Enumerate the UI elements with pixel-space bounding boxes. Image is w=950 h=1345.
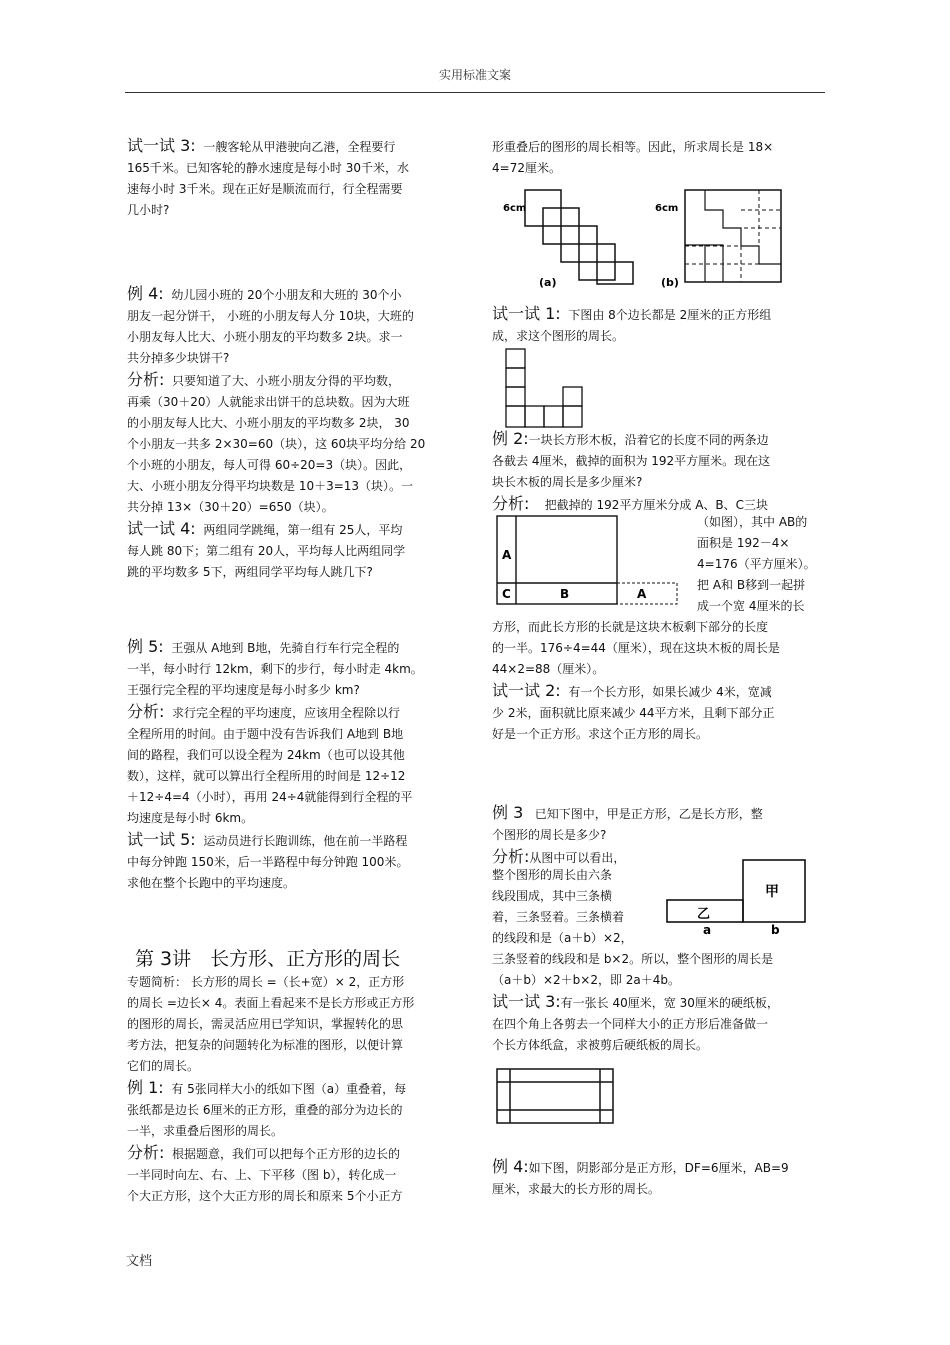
ana5-line: 求行完全程的平均速度，应该用全程除以行 <box>172 706 401 720</box>
ana1-continued <box>492 137 832 179</box>
lecture-line: 的图形的周长，需灵活应用已学知识，掌握转化的思 <box>127 1017 404 1031</box>
try3-left-label: 试一试 3: <box>127 136 196 155</box>
ex4-right-line: 如下图，阴影部分是正方形，DF=6厘米，AB=9 <box>528 1161 789 1175</box>
board-label-a: A <box>502 548 512 562</box>
label-b: b <box>771 923 780 937</box>
try2-right-line: 有一个长方形，如果长减少 4米，宽减 <box>568 685 772 699</box>
ex2-line: 一块长方形木板，沿着它的长度不同的两条边 <box>528 433 769 447</box>
ana2-side <box>697 512 832 617</box>
ex4-left-line: 朋友一起分饼干， 小班的小朋友每人分 10块，大班的 <box>127 309 414 323</box>
ana1-line: 根据题意，我们可以把每个正方形的边长的 <box>172 1147 401 1161</box>
ex3-line: 个图形的周长是多少? <box>492 828 607 842</box>
try1-right-line: 下图由 8个边长都是 2厘米的正方形组 <box>568 308 772 322</box>
ex5 <box>127 636 462 894</box>
ana4-line: 再乘（30＋20）人就能求出饼干的总块数。因为大班 <box>127 395 410 409</box>
board-label-a2: A <box>637 587 647 601</box>
ex5-line: 王强行完全程的平均速度是每小时多少 km? <box>127 683 360 697</box>
ana2-line: 方形，而此长方形的长就是这块木板剩下部分的长度 <box>492 620 769 634</box>
lecture-line: 的周长 =边长× 4。表面上看起来不是长方形或正方形 <box>127 996 415 1010</box>
ana2-side-line: 4=176（平方厘米）。 <box>697 557 816 571</box>
ana4-line: 的小朋友每人比大、小班小朋友的平均数多 2块， 30 <box>127 416 410 430</box>
lecture-line: 它们的周长。 <box>127 1059 200 1073</box>
try3-left <box>127 135 462 221</box>
ana2-side-line: （如图），其中 AB的 <box>697 515 808 529</box>
ana5-line: 数），这样，就可以算出行全程所用的时间是 12÷12 <box>127 769 406 783</box>
try1-right-line: 成，求这个图形的周长。 <box>492 329 625 343</box>
figure-a-dim: 6cm <box>503 203 527 214</box>
ex5-line: 一半，每小时行 12km，剩下的步行，每小时走 4km。 <box>127 662 423 676</box>
ana2-rest <box>492 617 832 745</box>
try4-line: 两组同学跳绳，第一组有 25人，平均 <box>203 523 403 537</box>
try4-line: 每人跳 80下；第二组有 20人，平均每人比两组同学 <box>127 544 406 558</box>
ana2-line: 的一半。176÷4=44（厘米），现在这块木板的周长是 <box>492 641 780 655</box>
try3-right-line: 个长方体纸盒，求被剪后硬纸板的周长。 <box>492 1038 709 1052</box>
ex2-line: 块长木板的周长是多少厘米? <box>492 475 643 489</box>
ex1-label: 例 1: <box>127 1078 164 1097</box>
ex3-label: 例 3 <box>492 803 524 822</box>
ana3-side-line: 着，三条竖着。三条横着 <box>492 910 625 924</box>
ex2-right <box>492 428 832 516</box>
board-label-c: C <box>502 587 511 601</box>
ana3-label: 分析: <box>492 847 530 866</box>
try1-right <box>492 303 832 347</box>
try3-right-line: 在四个角上各剪去一个同样大小的正方形后准备做一 <box>492 1017 769 1031</box>
try5-line: 中每分钟跑 150米，后一半路程中每分钟跑 100米。 <box>127 855 409 869</box>
ana5-line: 间的路程，我们可以设全程为 24km（也可以设其他 <box>127 748 405 762</box>
ana3-side-line: 的线段和是（a＋b）×2， <box>492 931 633 945</box>
ex4-left-line: 幼儿园小班的 20个小朋友和大班的 30个小 <box>171 288 402 302</box>
ex3-line: 已知下图中，甲是正方形，乙是长方形，整 <box>534 807 763 821</box>
header-rule <box>125 92 825 93</box>
ana2-side-line: 成一个宽 4厘米的长 <box>697 599 805 613</box>
figure-cardboard <box>496 1068 616 1126</box>
figure-b-dashes <box>685 190 781 282</box>
ana3-line: 三条竖着的线段和是 b×2。所以，整个图形的周长是 <box>492 952 774 966</box>
lecture-title: 第 3讲 长方形、正方形的周长 <box>135 948 401 970</box>
ana4-line: 个小班的小朋友，每人可得 60÷20=3（块）。因此， <box>127 458 412 472</box>
page-header: 实用标准文案 <box>438 68 511 82</box>
ana3-line: （a＋b）×2＋b×2，即 2a＋4b。 <box>492 973 681 987</box>
try3-left-line: 165千米。已知客轮的静水速度是每小时 30千米，水 <box>127 161 409 175</box>
ana4-line: 只要知道了大、小班小朋友分得的平均数， <box>172 374 401 388</box>
try5-line: 运动员进行长跑训练，他在前一半路程 <box>203 834 408 848</box>
figure-board <box>496 515 686 607</box>
ana1-cont-line: 4=72厘米。 <box>492 161 561 175</box>
figure-b-dim: 6cm <box>655 203 679 214</box>
ex4-left-label: 例 4: <box>127 284 164 303</box>
figure-a-caption: (a) <box>539 276 557 289</box>
figure-b <box>685 190 781 282</box>
figure-ab <box>495 185 795 295</box>
ex4-left <box>127 283 462 583</box>
ex1-line: 有 5张同样大小的纸如下图（a）重叠着，每 <box>171 1082 407 1096</box>
try5-line: 求他在整个长跑中的平均速度。 <box>127 876 296 890</box>
lecture-line: 考方法，把复杂的问题转化为标准的图形，以便计算 <box>127 1038 404 1052</box>
ex4-right-label: 例 4: <box>492 1157 529 1176</box>
ana2-side-line: 把 A和 B移到一起拼 <box>697 578 806 592</box>
try3-right-label: 试一试 3: <box>492 992 561 1011</box>
ana4-label: 分析: <box>127 370 165 389</box>
try4-label: 试一试 4: <box>127 519 196 538</box>
label-a: a <box>703 923 712 937</box>
ana3-side-line: 整个图形的周长由六条 <box>492 868 613 882</box>
ex5-label: 例 5: <box>127 637 164 656</box>
ana2-side-line: 面积是 192－4× <box>697 536 790 550</box>
lecture-3 <box>127 946 462 1207</box>
ex4-left-line: 共分掉多少块饼干? <box>127 351 230 365</box>
ex4-right-line: 厘米，求最大的长方形的周长。 <box>492 1182 661 1196</box>
ex2-line: 各截去 4厘米，截掉的面积为 192平方厘米。现在这 <box>492 454 771 468</box>
ex4-right <box>492 1156 832 1200</box>
figure-jia-yi <box>665 858 810 938</box>
try4-line: 跳的平均数多 5下，两组同学平均每人跳几下? <box>127 565 373 579</box>
try1-right-label: 试一试 1: <box>492 304 561 323</box>
try2-right-line: 少 2米，面积就比原来减少 44平方米，且剩下部分正 <box>492 706 775 720</box>
ex5-line: 王强从 A地到 B地，先骑自行车行完全程的 <box>171 641 400 655</box>
try2-right-label: 试一试 2: <box>492 681 561 700</box>
figure-l-shape <box>505 348 585 430</box>
try5-label: 试一试 5: <box>127 830 196 849</box>
ana1-line: 个大正方形，这个大正方形的周长和原来 5个小正方 <box>127 1189 403 1203</box>
ana3-side-line: 从图中可以看出， <box>529 851 626 865</box>
ex1-line: 张纸都是边长 6厘米的正方形，重叠的部分为边长的 <box>127 1103 403 1117</box>
try3-right-line: 有一张长 40厘米，宽 30厘米的硬纸板， <box>560 996 779 1010</box>
ana1-label: 分析: <box>127 1143 165 1162</box>
ana2-first: 把截掉的 192平方厘米分成 A、B、C三块 <box>544 498 769 512</box>
try2-right-line: 好是一个正方形。求这个正方形的周长。 <box>492 727 709 741</box>
page-footer: 文档 <box>126 1254 153 1269</box>
ana5-line: 均速度是每小时 6km。 <box>127 811 254 825</box>
try3-left-line: 一艘客轮从甲港驶向乙港，全程要行 <box>203 140 396 154</box>
ex4-left-line: 小朋友每人比大、小班小朋友的平均数多 2块。求一 <box>127 330 403 344</box>
ex2-label: 例 2: <box>492 429 529 448</box>
figure-a <box>525 190 633 284</box>
ana5-line: 全程所用的时间。由于题中没有告诉我们 A地到 B地 <box>127 727 404 741</box>
ana4-line: 共分掉 13×（30＋20）=650（块）。 <box>127 500 334 514</box>
ana4-line: 大、小班小朋友分得平均块数是 10＋3=13（块）。一 <box>127 479 414 493</box>
ana1-line: 一半同时向左、右、上、下平移（图 b），转化成一 <box>127 1168 397 1182</box>
label-jia: 甲 <box>765 884 779 900</box>
ana4-line: 个小朋友一共多 2×30=60（块），这 60块平均分给 20 <box>127 437 426 451</box>
lecture-line: 专题简析： 长方形的周长 =（长+宽）× 2，正方形 <box>127 975 405 989</box>
ana2-label: 分析: <box>492 494 530 513</box>
ana3-side-line: 线段围成，其中三条横 <box>492 889 613 903</box>
board-label-b: B <box>560 587 570 601</box>
label-yi: 乙 <box>697 907 711 922</box>
ana5-label: 分析: <box>127 702 165 721</box>
ana1-cont-line: 形重叠后的图形的周长相等。因此，所求周长是 18× <box>492 140 774 154</box>
ana2-line: 44×2=88（厘米）。 <box>492 662 605 676</box>
ana5-line: ＋12÷4=4（小时），再用 24÷4就能得到行全程的平 <box>127 790 413 804</box>
ex1-line: 一半，求重叠后图形的周长。 <box>127 1124 284 1138</box>
try3-left-line: 几小时? <box>127 203 170 217</box>
try3-left-line: 速每小时 3千米。现在正好是顺流而行，行全程需要 <box>127 182 403 196</box>
figure-b-caption: (b) <box>661 276 679 289</box>
